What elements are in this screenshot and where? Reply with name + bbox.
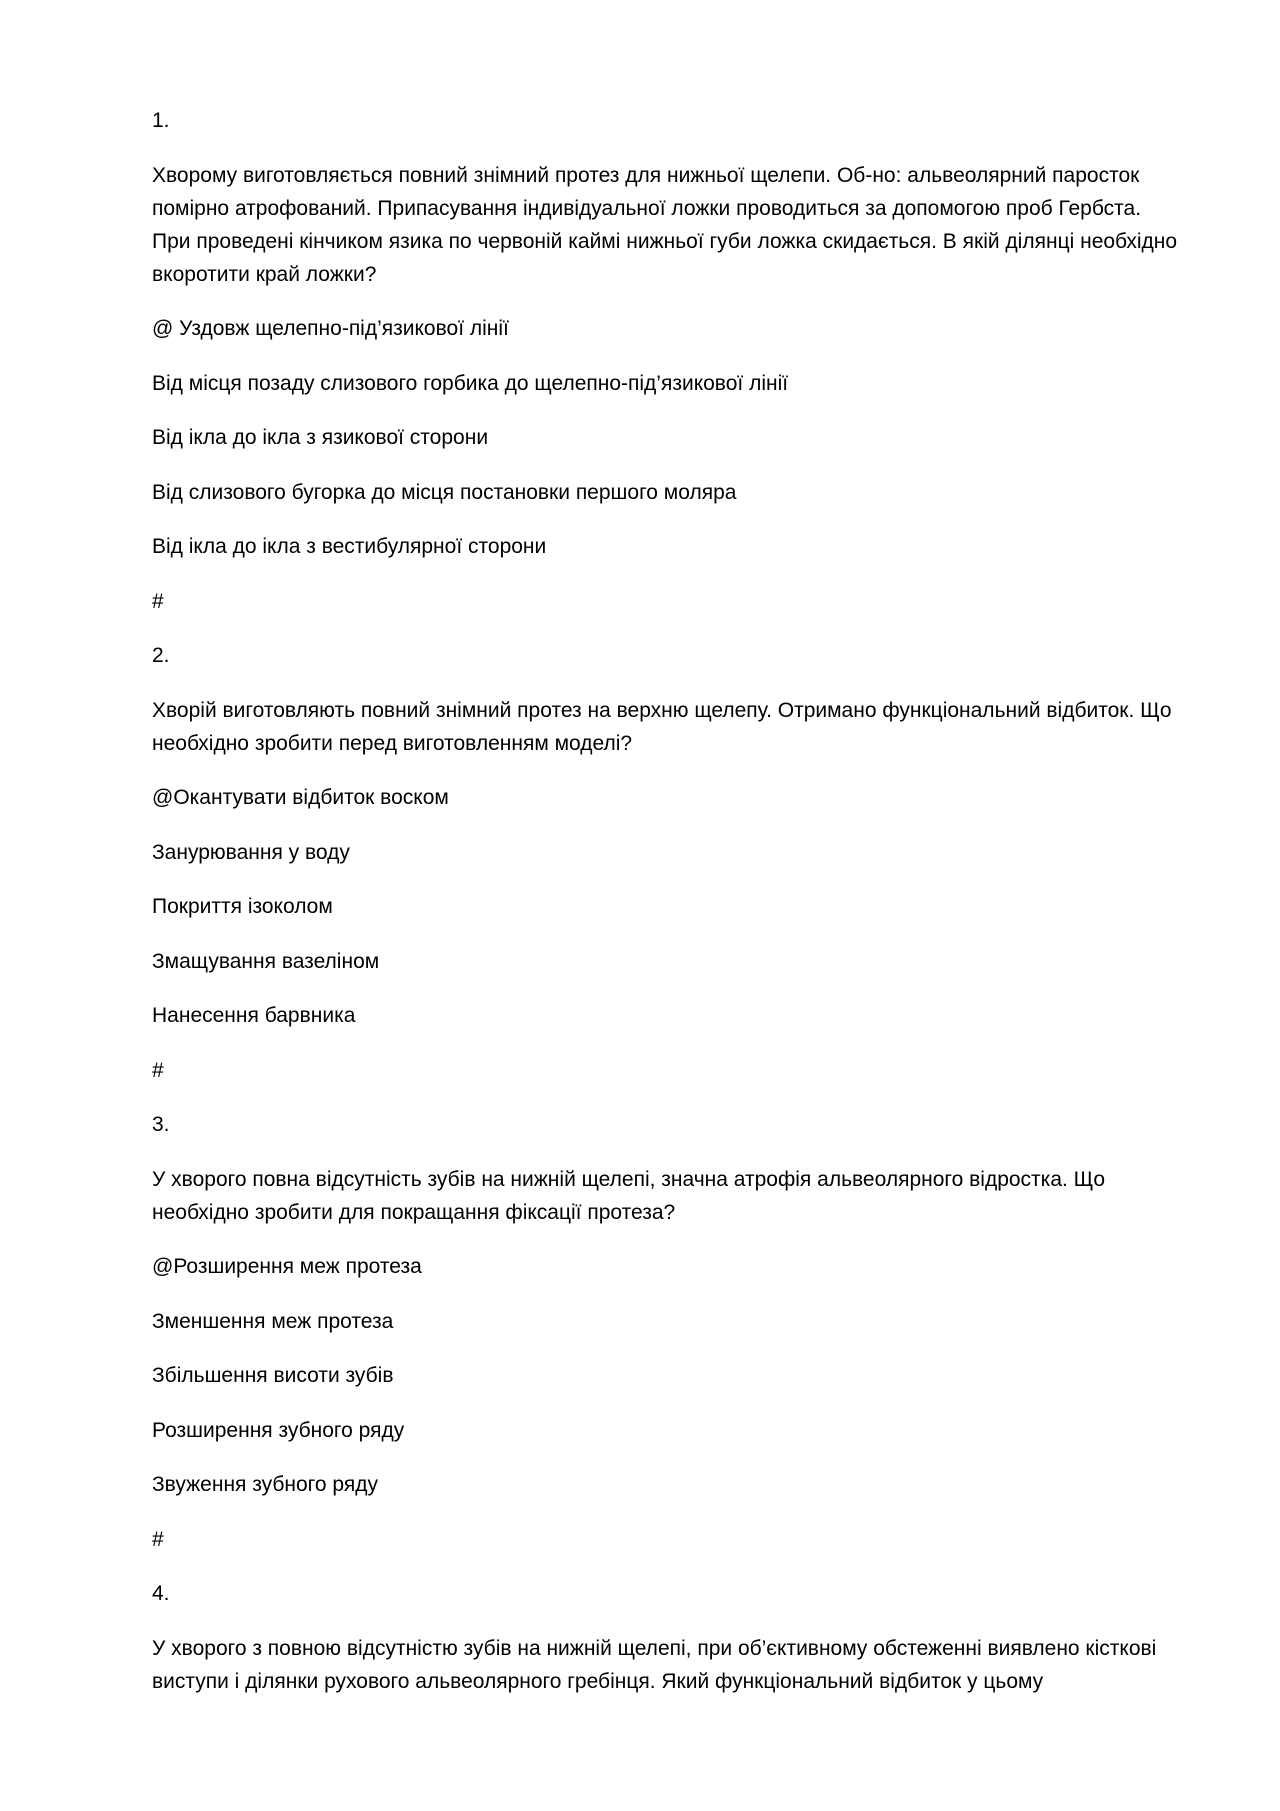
answer-option: Змащування вазеліном	[152, 949, 380, 973]
answer-option: Збільшення висоти зубів	[152, 1364, 394, 1387]
question-number: 4.	[152, 1582, 170, 1605]
question-separator: #	[152, 589, 164, 613]
answer-option: Покриття ізоколом	[152, 895, 333, 918]
answer-option: Зменшення меж протеза	[152, 1309, 394, 1333]
answer-option: Від слизового бугорка до місця постановки першого моляра	[152, 480, 737, 504]
question-block-4	[152, 1577, 1182, 1698]
question-text: Хворому виготовляється повний знімний протез для нижньої щелепи. Об-но: альвеолярний паросток помірно атрофований. Припасування індивідуальної ложки проводиться за допомогою проб Гербста. При проведені кінчиком язика по червоній каймі нижньої губи ложка скидається. В якій ділянці необхідно вкоротити край ложки?	[152, 163, 1178, 286]
answer-option-correct: @Окантувати відбиток воском	[152, 786, 449, 809]
answer-option: Звуження зубного ряду	[152, 1473, 378, 1496]
question-number: 1.	[152, 109, 170, 132]
answer-option-correct: @Розширення меж протеза	[152, 1255, 422, 1278]
answer-option: Занурювання у воду	[152, 840, 350, 864]
question-block-2	[152, 639, 1182, 1087]
answer-option: Від місця позаду слизового горбика до щелепно-під’язикової лінії	[152, 371, 789, 395]
question-text: Хворій виготовляють повний знімний протез на верхню щелепу. Отримано функціональний відбиток. Що необхідно зробити перед виготовленням моделі?	[152, 698, 1172, 755]
answer-option: Нанесення барвника	[152, 1004, 356, 1027]
question-number: 3.	[152, 1113, 170, 1136]
answer-option: Від ікла до ікла з язикової сторони	[152, 426, 489, 449]
question-separator: #	[152, 1527, 164, 1551]
question-text: У хворого повна відсутність зубів на нижній щелепі, значна атрофія альвеолярного відростка. Що необхідно зробити для покращання фіксації протеза?	[152, 1167, 1106, 1224]
question-number: 2.	[152, 644, 170, 667]
answer-option: Від ікла до ікла з вестибулярної сторони	[152, 535, 547, 558]
question-block-1	[152, 104, 1182, 618]
answer-option: Розширення зубного ряду	[152, 1418, 405, 1442]
question-text: У хворого з повною відсутністю зубів на нижній щелепі, при об’єктивному обстеженні виявлено кісткові виступи і ділянки рухового альвеолярного гребінця. Який функціональний відбиток у цьому	[152, 1636, 1157, 1693]
question-separator: #	[152, 1058, 164, 1082]
answer-option-correct: @ Уздовж щелепно-під’язикової лінії	[152, 317, 509, 340]
document-page	[152, 104, 1182, 1719]
question-block-3	[152, 1108, 1182, 1556]
